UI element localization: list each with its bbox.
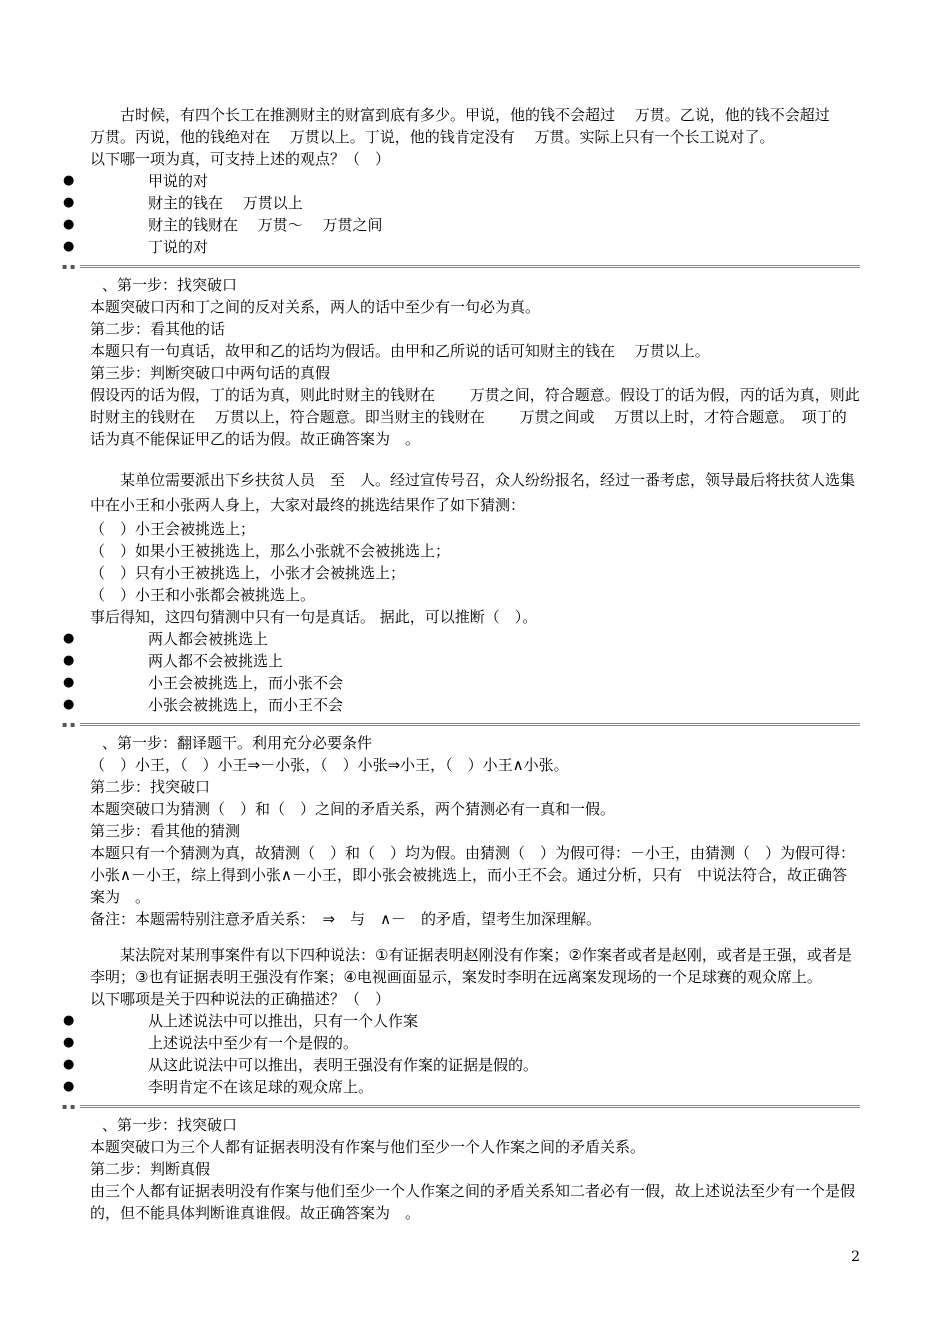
bullet-icon: ● [63,631,75,646]
bullet-icon: ● [63,173,75,188]
bullet-icon: ● [63,195,75,210]
a2-line: 本题突破口为猜测（ ）和（ ）之间的矛盾关系，两个猜测必有一真和一假。 [90,800,616,818]
q3-question: 以下哪项是关于四种说法的正确描述？（ ） [90,990,391,1008]
bullet-icon: ● [63,1013,75,1028]
q2-option-c[interactable]: ● 小王会被挑选上，而小张不会 [63,674,344,692]
q1-options [63,170,860,258]
bullet-icon: ● [63,1035,75,1050]
q3-option-c[interactable]: ● 从这此说法中可以推出，表明王强没有作案的证据是假的。 [63,1056,539,1074]
a2-step3: 第三步：看其他的猜测 [90,822,241,840]
a1-line: 本题只有一句真话，故甲和乙的话均为假话。由甲和乙所说的话可知财主的钱在 万贯以上。 [90,342,710,360]
q2-stem: 某单位需要派出下乡扶贫人员 至 人。经过宣传号召，众人纷纷报名，经过一番考虑，领导最后将扶贫人选集中在小王和小张两人身上，大家对最终的挑选结果作了如下猜测： [90,471,856,514]
q2-guess-4: （ ）小王和小张都会被挑选上。 [90,586,316,604]
q2-guess-1: （ ）小王会被挑选上； [90,520,256,538]
page-number: 2 [851,1249,860,1265]
a1-line: 本题突破口丙和丁之间的反对关系，两人的话中至少有一句必为真。 [90,298,541,316]
q1-question: 以下哪一项为真，可支持上述的观点？（ ） [90,150,391,168]
bullet-icon: ● [63,675,75,690]
separator: ▪ ▪ [62,722,860,728]
a1-step3: 第三步：判断突破口中两句话的真假 [90,364,331,382]
q1-stem: 古时候，有四个长工在推测财主的财富到底有多少。甲说，他的钱不会超过 万贯。乙说，他的钱不会超过 万贯。丙说，他的钱绝对在 万贯以上。丁说，他的钱肯定没有 万贯。实际上只有一个长工说对了。 [90,106,850,146]
a1-line: 假设丙的话为假，丁的话为真，则此时财主的钱财在 万贯之间，符合题意。假设丁的话为假，丙的话为真，则此时财主的钱财在 万贯以上，符合题意。即当财主的钱财在 万贯之间或 万贯以上时，才符合题意。 项丁的话为真不能保证甲乙的话为假。故正确答案为 。 [90,386,860,448]
q2-options [63,628,860,716]
q3-options [63,1010,860,1098]
q1-option-d[interactable]: ● 丁说的对 [63,238,209,256]
q3-option-d[interactable]: ● 李明肯定不在该足球的观众席上。 [63,1078,374,1096]
separator: ▪ ▪ [62,264,860,270]
bullet-icon: ● [63,239,75,254]
q3-option-a[interactable]: ● 从上述说法中可以推出，只有一个人作案 [63,1012,419,1030]
q1-option-c[interactable]: ● 财主的钱财在 万贯～ 万贯之间 [63,216,383,234]
a2-line: （ ）小王，（ ）小王⇒－小张，（ ）小张⇒小王，（ ）小王∧小张。 [90,756,569,774]
bullet-icon: ● [63,217,75,232]
a3-step1: 、第一步：找突破口 [102,1116,238,1134]
bullet-icon: ● [63,1057,75,1072]
q1-option-a[interactable]: ● 甲说的对 [63,172,209,190]
q2-option-a[interactable]: ● 两人都会被挑选上 [63,630,269,648]
a3-line: 本题突破口为三个人都有证据表明没有作案与他们至少一个人作案之间的矛盾关系。 [90,1138,646,1156]
q3-option-b[interactable]: ● 上述说法中至少有一个是假的。 [63,1034,359,1052]
a1-step1: 、第一步：找突破口 [102,276,238,294]
q2-question: 事后得知，这四句猜测中只有一句是真话。 据此，可以推断（ ）。 [90,608,538,626]
q2-guess-2: （ ）如果小王被挑选上，那么小张就不会被挑选上； [90,542,451,560]
page-content [62,104,860,1224]
bullet-icon: ● [63,653,75,668]
q2-guess-3: （ ）只有小王被挑选上，小张才会被挑选上； [90,564,406,582]
a2-step2: 第二步：找突破口 [90,778,211,796]
a2-step1: 、第一步：翻译题干。利用充分必要条件 [102,734,373,752]
q1-option-b[interactable]: ● 财主的钱在 万贯以上 [63,194,303,212]
separator: ▪ ▪ [62,1104,860,1110]
a3-line: 由三个人都有证据表明没有作案与他们至少一个人作案之间的矛盾关系知二者必有一假，故上述说法至少有一个是假的，但不能具体判断谁真谁假。故正确答案为 。 [90,1182,856,1222]
a3-step2: 第二步：判断真假 [90,1160,211,1178]
a2-note: 备注：本题需特别注意矛盾关系： ⇒ 与 ∧－ 的矛盾，望考生加深理解。 [90,910,602,928]
a1-step2: 第二步：看其他的话 [90,320,226,338]
q2-option-d[interactable]: ● 小张会被挑选上，而小王不会 [63,696,344,714]
q2-option-b[interactable]: ● 两人都不会被挑选上 [63,652,284,670]
bullet-icon: ● [63,697,75,712]
bullet-icon: ● [63,1079,75,1094]
a2-line: 本题只有一个猜测为真，故猜测（ ）和（ ）均为假。由猜测（ ）为假可得：－小王，由猜测（ ）为假可得：小张∧－小王，综上得到小张∧－小王，即小张会被挑选上，而小王不会。通过分析，只有 中说法符合，故正确答案为 。 [90,844,856,906]
q3-stem: 某法院对某刑事案件有以下四种说法：①有证据表明赵刚没有作案；②作案者或者是赵刚，或者是王强，或者是李明；③也有证据表明王强没有作案；④电视画面显示，案发时李明在远离案发现场的一个足球赛的观众席上。 [90,946,852,986]
